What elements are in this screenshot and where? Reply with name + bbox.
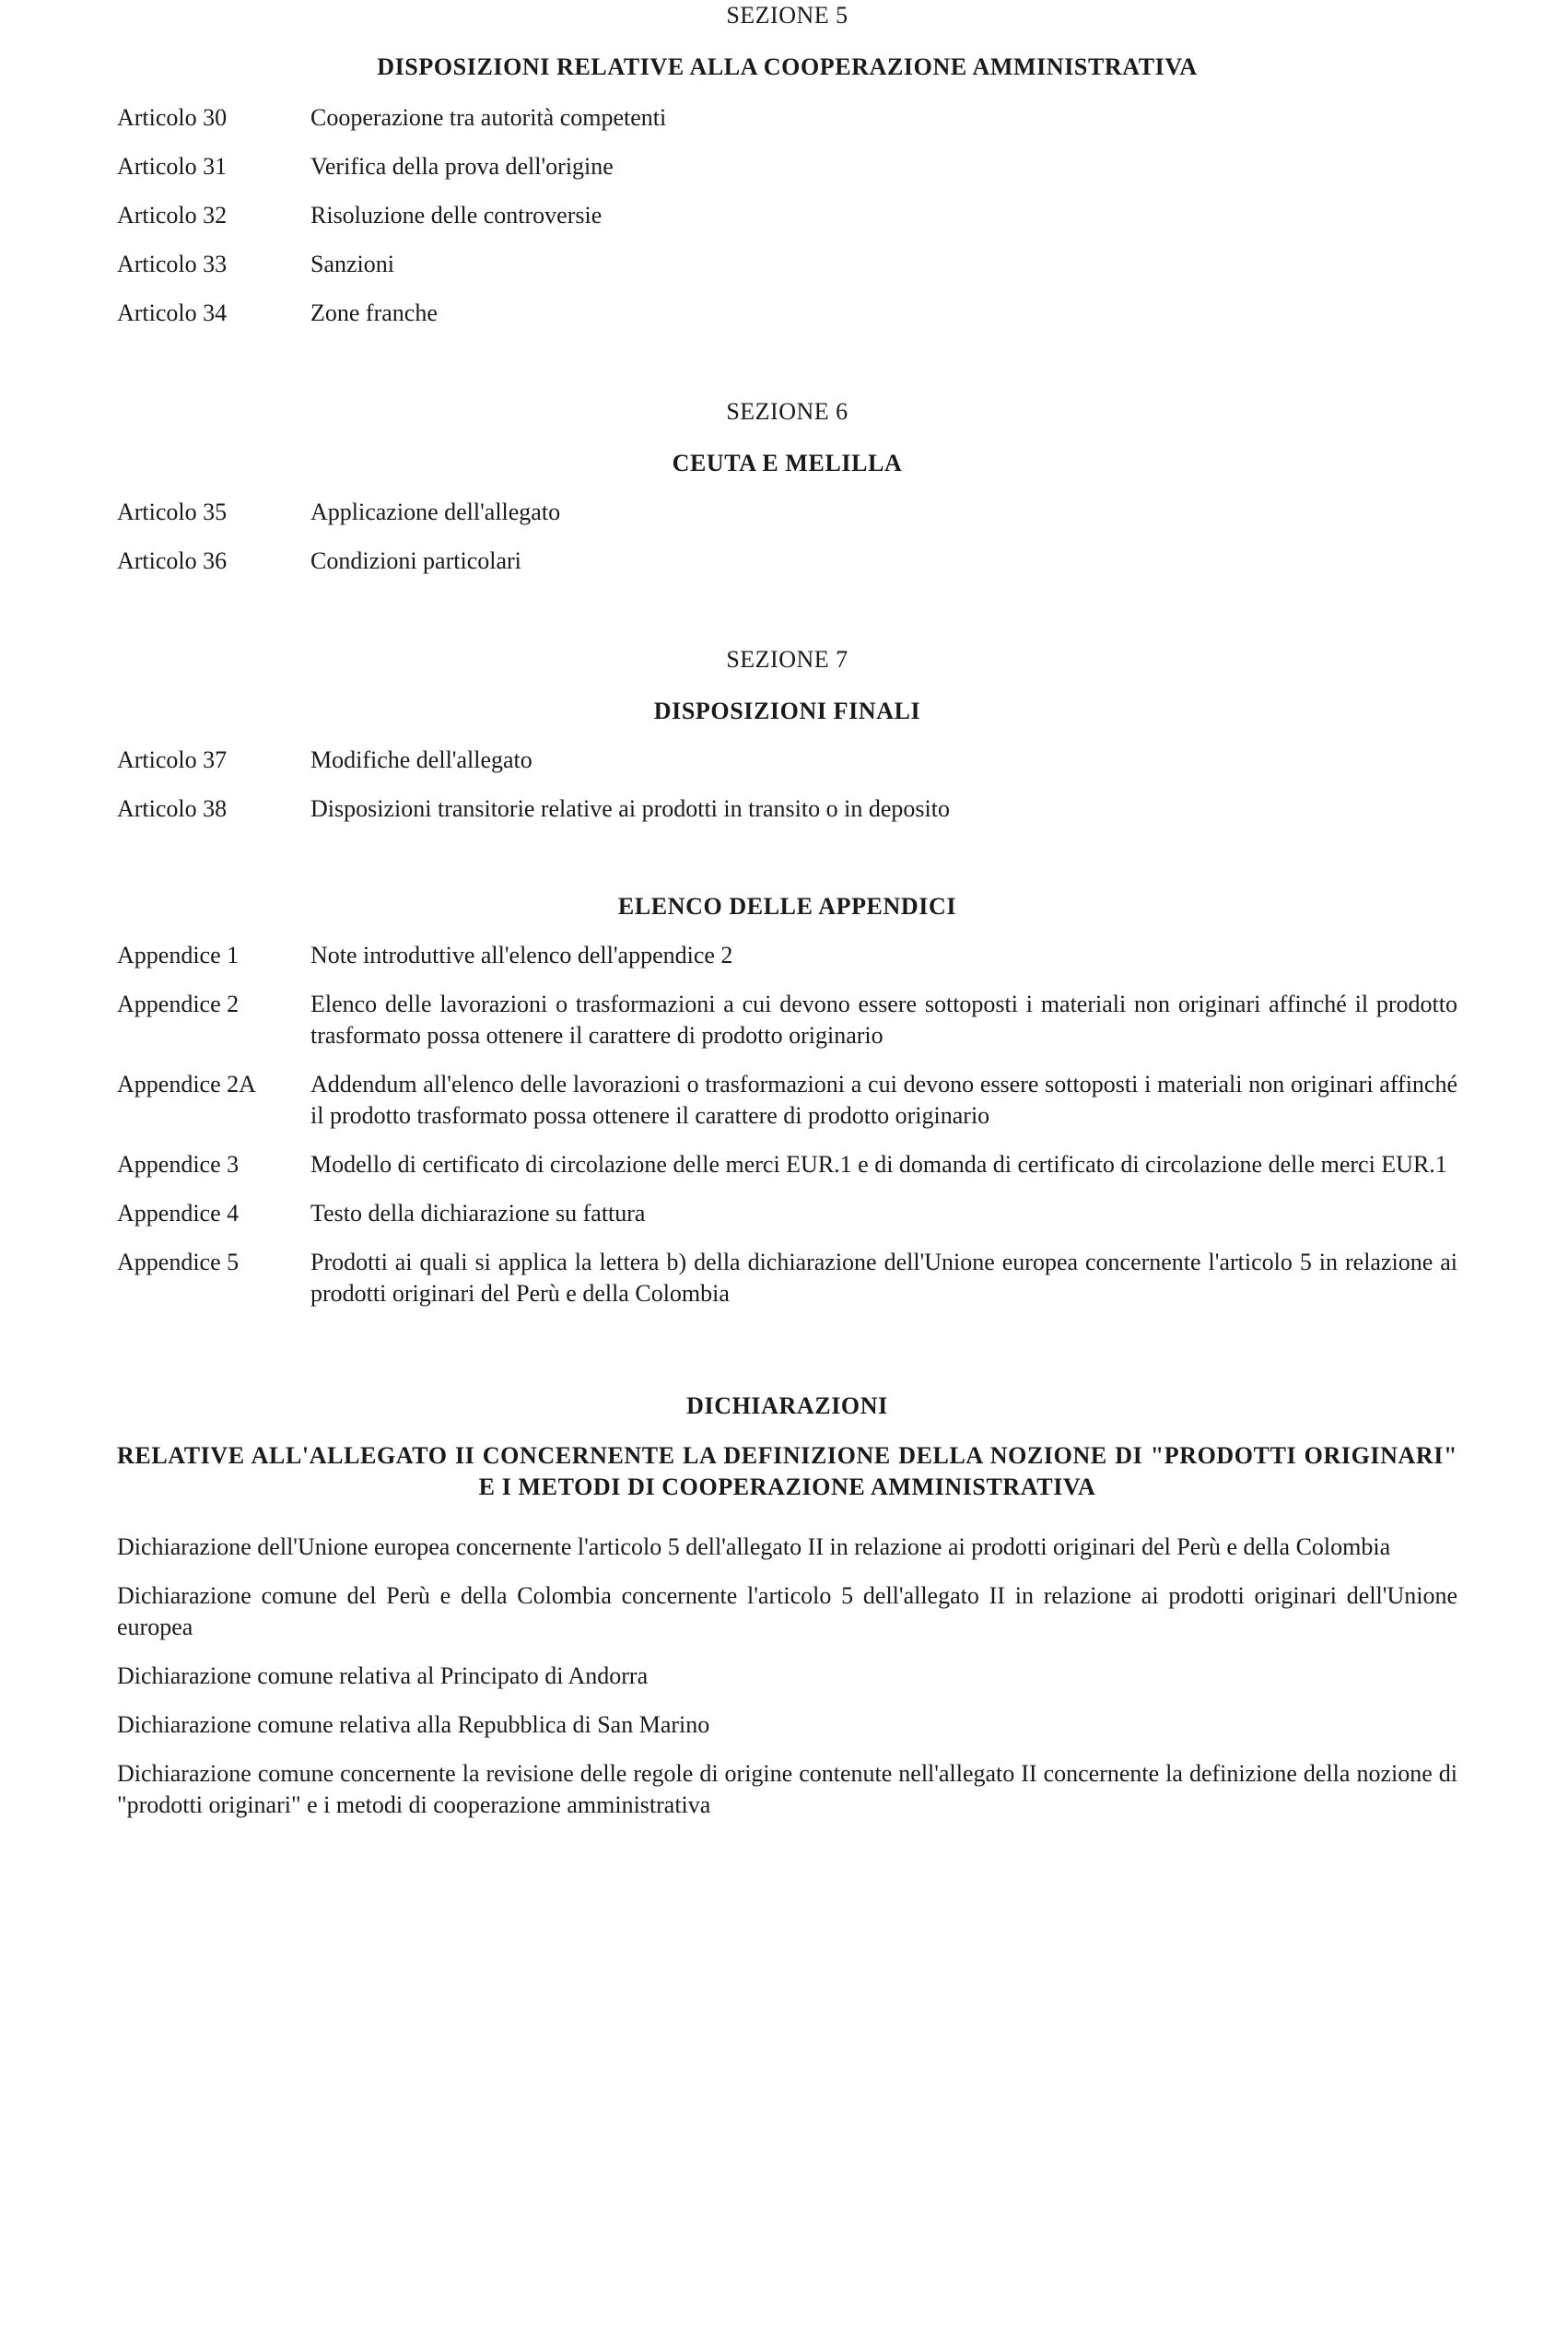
article-row [117, 497, 1457, 528]
section-label: SEZIONE 5 [726, 2, 848, 29]
section-title: DISPOSIZIONI FINALI [653, 698, 921, 724]
article-number: Articolo 35 [117, 499, 228, 525]
article-number: Articolo 31 [117, 153, 228, 180]
article-title: Risoluzione delle controversie [310, 202, 603, 229]
article-row [117, 200, 1457, 231]
section-label: SEZIONE 7 [726, 646, 848, 673]
article-title: Sanzioni [310, 251, 394, 277]
section-title: DISPOSIZIONI RELATIVE ALLA COOPERAZIONE AMMINISTRATIVA [377, 53, 1198, 80]
document-page [117, 0, 1457, 1821]
article-list [117, 102, 1457, 329]
section-title: CEUTA E MELILLA [672, 450, 903, 476]
appendix-text: Testo della dichiarazione su fattura [310, 1200, 646, 1227]
appendix-number: Appendice 2 [117, 991, 240, 1017]
section-6 [117, 396, 1457, 577]
appendix-title: ELENCO DELLE APPENDICI [617, 893, 957, 920]
declaration-item: Dichiarazione comune relativa al Principato di Andorra [117, 1662, 649, 1689]
appendix-row [117, 1247, 1457, 1309]
appendix-number: Appendice 1 [117, 942, 240, 969]
appendix-section [117, 891, 1457, 1309]
article-title: Modifiche dell'allegato [310, 746, 532, 773]
article-row [117, 102, 1457, 134]
article-row [117, 745, 1457, 776]
article-title: Zone franche [310, 299, 438, 326]
article-list [117, 497, 1457, 577]
declarations-title: DICHIARAZIONI [686, 1392, 888, 1419]
article-title: Cooperazione tra autorità competenti [310, 104, 667, 131]
appendix-number: Appendice 5 [117, 1249, 240, 1275]
article-row [117, 298, 1457, 329]
declaration-item: Dichiarazione comune del Perù e della Colombia concernente l'articolo 5 dell'allegato II in relazione ai prodotti originari dell'Unione europea [117, 1582, 1457, 1640]
article-title: Applicazione dell'allegato [310, 499, 561, 525]
article-row [117, 793, 1457, 825]
appendix-text: Modello di certificato di circolazione delle merci EUR.1 e di domanda di certificato di circolazione delle merci EUR.1 [310, 1151, 1447, 1178]
appendix-text: Note introduttive all'elenco dell'appendice 2 [310, 942, 733, 969]
article-row [117, 249, 1457, 280]
article-number: Articolo 37 [117, 746, 228, 773]
declaration-item: Dichiarazione comune concernente la revisione delle regole di origine contenute nell'allegato II concernente la definizione della nozione di "prodotti originari" e i metodi di cooperazione amministrativa [117, 1760, 1457, 1818]
article-number: Articolo 32 [117, 202, 228, 229]
appendix-text: Addendum all'elenco delle lavorazioni o trasformazioni a cui devono essere sottoposti i materiali non originari affinché il prodotto trasformato possa ottenere il carattere di prodotto originario [310, 1071, 1457, 1129]
section-label: SEZIONE 6 [726, 398, 848, 425]
section-5 [117, 0, 1457, 329]
appendix-row [117, 1149, 1457, 1180]
article-list [117, 745, 1457, 825]
appendix-number: Appendice 4 [117, 1200, 240, 1227]
article-title: Verifica della prova dell'origine [310, 153, 614, 180]
declarations-section [117, 1391, 1457, 1821]
appendix-row [117, 1198, 1457, 1229]
article-title: Disposizioni transitorie relative ai prodotti in transito o in deposito [310, 795, 950, 822]
appendix-list [117, 940, 1457, 1309]
declaration-item: Dichiarazione comune relativa alla Repubblica di San Marino [117, 1711, 710, 1738]
article-number: Articolo 36 [117, 547, 228, 574]
appendix-number: Appendice 2A [117, 1071, 256, 1098]
appendix-row [117, 989, 1457, 1051]
appendix-row [117, 1069, 1457, 1132]
article-number: Articolo 30 [117, 104, 228, 131]
section-7 [117, 644, 1457, 825]
article-number: Articolo 34 [117, 299, 228, 326]
article-row [117, 151, 1457, 182]
appendix-row [117, 940, 1457, 971]
appendix-text: Prodotti ai quali si applica la lettera b) della dichiarazione dell'Unione europea concernente l'articolo 5 in relazione ai prodotti originari del Perù e della Colombia [310, 1249, 1457, 1307]
article-number: Articolo 38 [117, 795, 228, 822]
declarations-list [117, 1532, 1457, 1821]
appendix-number: Appendice 3 [117, 1151, 240, 1178]
declarations-subtitle: RELATIVE ALL'ALLEGATO II CONCERNENTE LA DEFINIZIONE DELLA NOZIONE DI "PRODOTTI ORIGINARI" E I METODI DI COOPERAZIONE AMMINISTRATIVA [117, 1442, 1457, 1500]
article-row [117, 546, 1457, 577]
appendix-text: Elenco delle lavorazioni o trasformazioni a cui devono essere sottoposti i materiali non originari affinché il prodotto trasformato possa ottenere il carattere di prodotto originario [310, 991, 1457, 1049]
article-number: Articolo 33 [117, 251, 228, 277]
article-title: Condizioni particolari [310, 547, 521, 574]
declaration-item: Dichiarazione dell'Unione europea concernente l'articolo 5 dell'allegato II in relazione ai prodotti originari del Perù e della Colombia [117, 1533, 1391, 1560]
